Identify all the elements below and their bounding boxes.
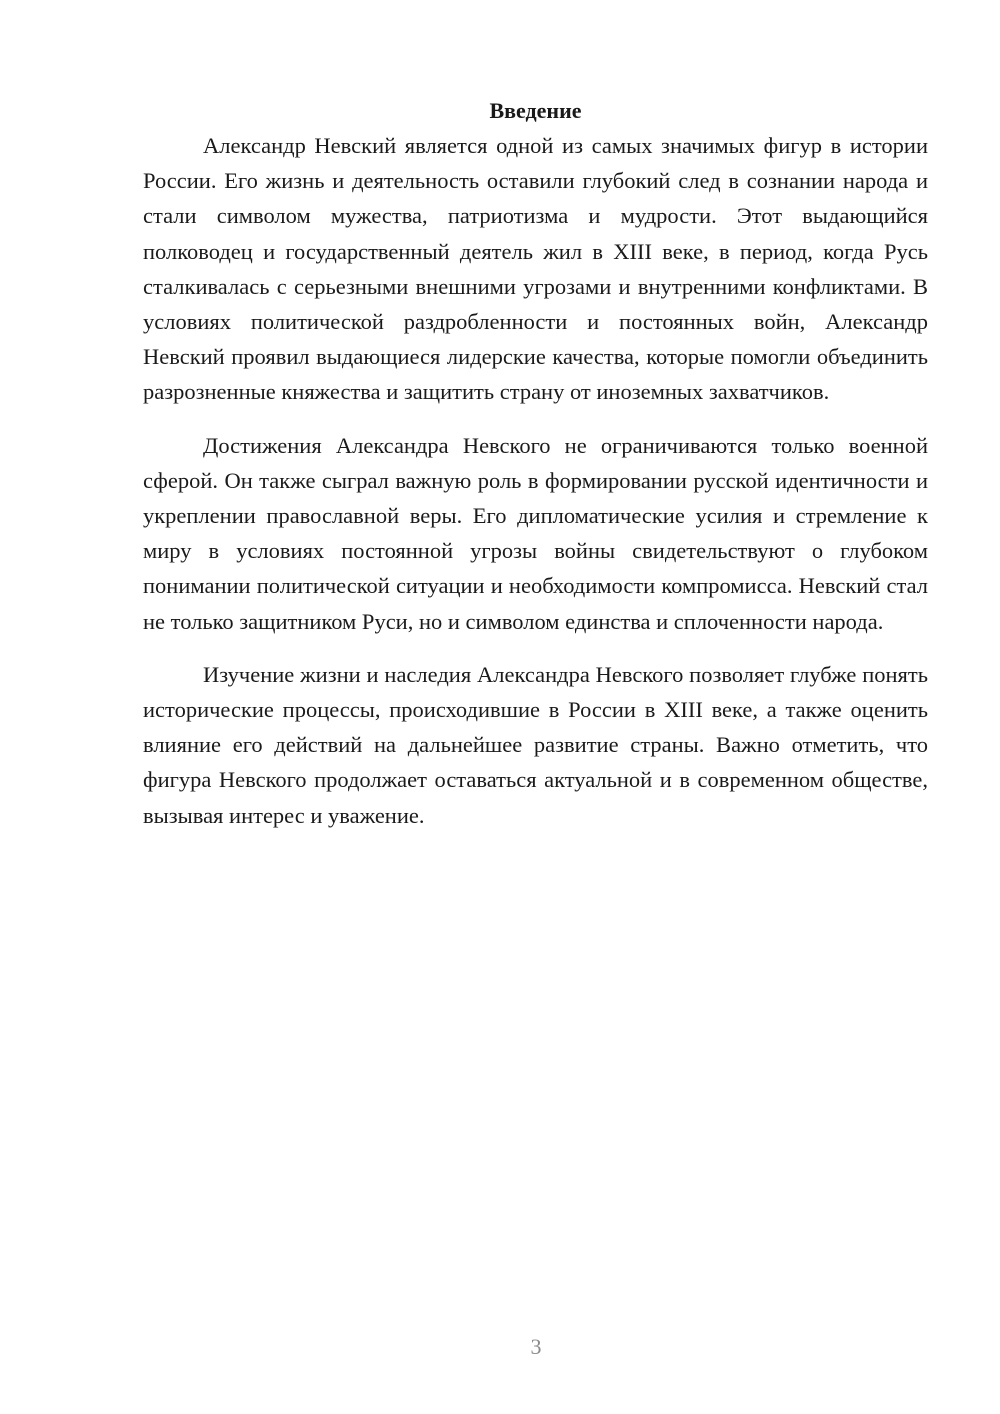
document-body — [143, 96, 928, 833]
paragraph-2: Достижения Александра Невского не ограничиваются только военной сферой. Он также сыграл важную роль в формировании русской идентичности и укреплении православной веры. Его дипломатические усилия и стремление к миру в условиях постоянной угрозы войны свидетельствуют о глубоком понимании политической ситуации и необходимости компромисса. Невский стал не только защитником Руси, но и символом единства и сплоченности народа. — [143, 432, 928, 634]
paragraph-1: Александр Невский является одной из самых значимых фигур в истории России. Его жизнь и деятельность оставили глубокий след в сознании народа и стали символом мужества, патриотизма и мудрости. Этот выдающийся полководец и государственный деятель жил в XIII веке, в период, когда Русь сталкивалась с серьезными внешними угрозами и внутренними конфликтами. В условиях политической раздробленности и постоянных войн, Александр Невский проявил выдающиеся лидерские качества, которые помогли объединить разрозненные княжества и защитить страну от иноземных захватчиков. — [143, 133, 928, 405]
page-number: 3 — [530, 1334, 542, 1359]
paragraph-3: Изучение жизни и наследия Александра Невского позволяет глубже понять исторические процессы, происходившие в России в XIII веке, а также оценить влияние его действий на дальнейшее развитие страны. Важно отметить, что фигура Невского продолжает оставаться актуальной и в современном обществе, вызывая интерес и уважение. — [143, 661, 928, 828]
section-heading: Введение — [489, 98, 582, 123]
